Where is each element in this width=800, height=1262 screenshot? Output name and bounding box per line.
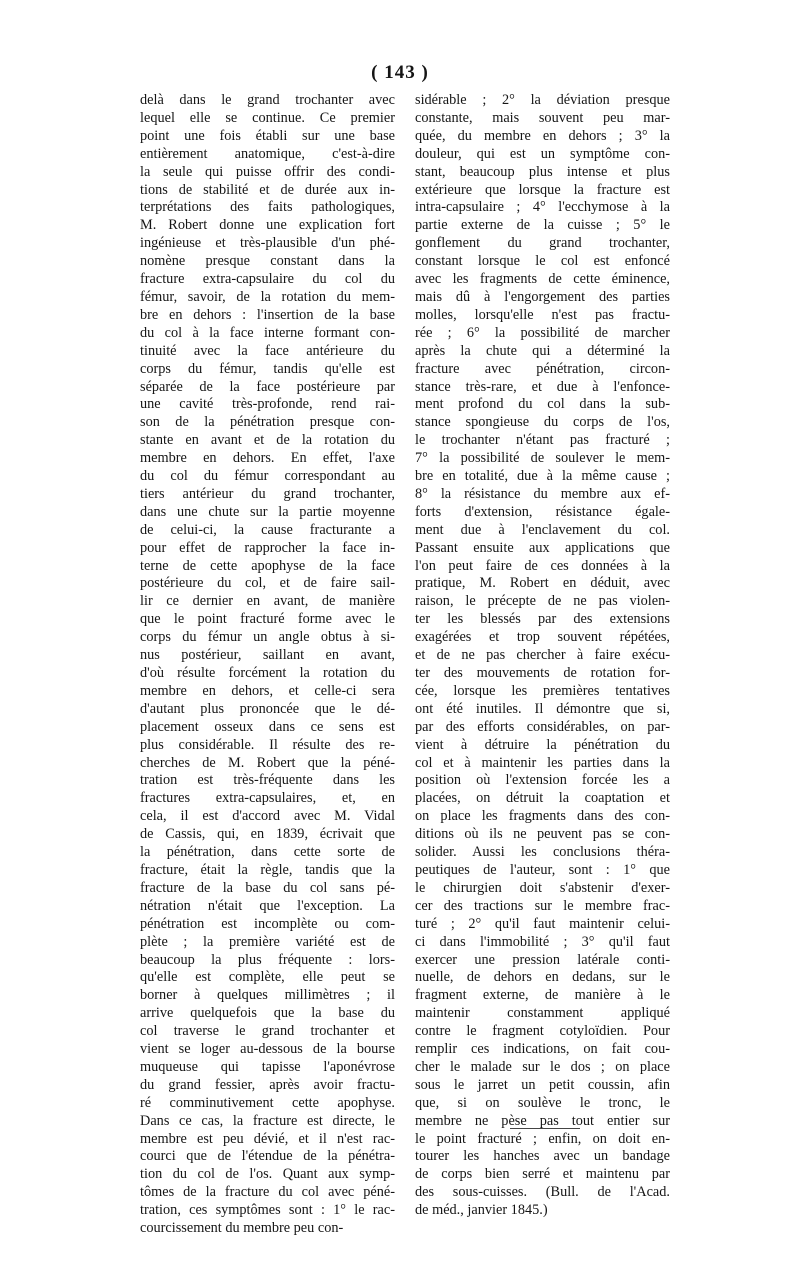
text-line: la seule qui puisse offrir des condi- [140, 163, 395, 180]
text-line: terprétations des faits pathologiques, [140, 199, 395, 216]
text-line: stance très-rare, et due à l'enfonce- [415, 378, 670, 395]
text-line: tiers antérieur du grand trochanter, [140, 485, 395, 502]
left-text-column [140, 92, 395, 1238]
text-line: constante, mais souvent peu mar- [415, 109, 670, 126]
text-line: ré comminutivement cette apophyse. [140, 1094, 395, 1111]
text-line: pratique, M. Robert en déduit, avec [415, 575, 670, 592]
text-line: fracture avec pénétration, circon- [415, 360, 670, 377]
text-line: tourer les hanches avec un bandage [415, 1148, 670, 1165]
text-line: nomène presque constant dans la [140, 253, 395, 270]
text-line: que le point fracturé forme avec le [140, 611, 395, 628]
text-line: maintenir constamment appliqué [415, 1005, 670, 1022]
text-line: douleur, qui est un symptôme con- [415, 145, 670, 162]
text-line: courcissement du membre peu con- [140, 1220, 344, 1237]
text-line: fragment externe, de manière à le [415, 987, 670, 1004]
text-line: postérieure du col, et de faire sail- [140, 575, 395, 592]
text-line: plus considérable. Il résulte des re- [140, 736, 395, 753]
text-line: bre en totalité, due à la même cause ; [415, 468, 670, 485]
text-line: fracture extra-capsulaire du col du [140, 271, 395, 288]
text-line: pénétration est incomplète ou com- [140, 915, 395, 932]
text-line: tinuité avec la face antérieure du [140, 342, 395, 359]
text-line: membre ne pèse pas tout entier sur [415, 1112, 670, 1129]
text-line: courci que de l'étendue de la pénétra- [140, 1148, 395, 1165]
text-line: des sous-cuisses. (Bull. de l'Acad. [415, 1184, 670, 1201]
text-line: exagérées et trop souvent répétées, [415, 629, 670, 646]
text-line: col traverse le grand trochanter et [140, 1023, 395, 1040]
text-line: vient se loger au-dessous de la bourse [140, 1041, 395, 1058]
text-line: vient à détruire la pénétration du [415, 736, 670, 753]
footer-rule [510, 1128, 580, 1129]
text-line: le chirurgien doit s'abstenir d'exer- [415, 879, 670, 896]
text-line: une cavité très-profonde, rend rai- [140, 396, 395, 413]
text-line: fracture de la base du col sans pé- [140, 879, 395, 896]
text-line: tômes de la fracture du col avec péné- [140, 1184, 395, 1201]
text-line: 8° la résistance du membre aux ef- [415, 485, 670, 502]
text-line: peutiques de l'auteur, sont : 1° que [415, 861, 670, 878]
text-line: col et à maintenir les parties dans la [415, 754, 670, 771]
text-line: ter les blessés par des extensions [415, 611, 670, 628]
text-line: gonflement du grand trochanter, [415, 235, 670, 252]
text-line: 7° la possibilité de soulever le mem- [415, 450, 670, 467]
page-number: ( 143 ) [371, 62, 429, 83]
text-line: extérieure que lorsque la fracture est [415, 181, 670, 198]
text-line: nuelle, de dehors en dedans, sur le [415, 969, 670, 986]
text-line: avec les fragments de cette éminence, [415, 271, 670, 288]
text-line: placées, on détruit la coaptation et [415, 790, 670, 807]
text-line: fracture, était la règle, tandis que la [140, 861, 395, 878]
text-line: ci dans l'immobilité ; 3° qu'il faut [415, 933, 670, 950]
text-line: muqueuse qui tapisse l'aponévrose [140, 1058, 395, 1075]
text-line: terne de cette apophyse de la face [140, 557, 395, 574]
text-line: membre en dehors. En effet, l'axe [140, 450, 395, 467]
text-line: lequel elle se continue. Ce premier [140, 109, 395, 126]
text-line: remplir ces indications, on fait cou- [415, 1041, 670, 1058]
text-line: exercer une pression latérale conti- [415, 951, 670, 968]
text-line: ment profond du col dans la sub- [415, 396, 670, 413]
text-line: que, si on soulève le tronc, le [415, 1094, 670, 1111]
text-line: contre le fragment cotyloïdien. Pour [415, 1023, 670, 1040]
text-line: du col du fémur correspondant au [140, 468, 395, 485]
text-line: solider. Aussi les conclusions théra- [415, 844, 670, 861]
text-line: après la chute qui a déterminé la [415, 342, 670, 359]
text-line: nétration n'était que l'exception. La [140, 897, 395, 914]
text-line: rée ; 6° la possibilité de marcher [415, 324, 670, 341]
text-line: pour effet de rapprocher la face in- [140, 539, 395, 556]
text-line: bre en dehors : l'insertion de la base [140, 306, 395, 323]
text-line: de celui-ci, la cause fracturante a [140, 521, 395, 538]
text-line: cer des tractions sur le membre frac- [415, 897, 670, 914]
text-line: beaucoup la plus fréquente : lors- [140, 951, 395, 968]
text-line: nus postérieur, saillant en avant, [140, 647, 395, 664]
text-line: le trochanter n'étant pas fracturé ; [415, 432, 670, 449]
text-line: séparée de la face postérieure par [140, 378, 395, 395]
text-line: stante en avant et de la rotation du [140, 432, 395, 449]
text-line: tions de stabilité et de durée aux in- [140, 181, 395, 198]
text-line: qu'elle est complète, elle peut se [140, 969, 395, 986]
text-line: corps du fémur un angle obtus à si- [140, 629, 395, 646]
text-line: fémur, savoir, de la rotation du mem- [140, 288, 395, 305]
text-line: tration, ces symptômes sont : 1° le rac- [140, 1202, 395, 1219]
text-line: ment due à l'enclavement du col. [415, 521, 670, 538]
text-line: placement osseux dans ce sens est [140, 718, 395, 735]
text-line: sidérable ; 2° la déviation presque [415, 92, 670, 108]
text-line: partie externe de la cuisse ; 5° le [415, 217, 670, 234]
text-line: de Cassis, qui, en 1839, écrivait que [140, 826, 395, 843]
text-line: plète ; la première variété est de [140, 933, 395, 950]
text-line: turé ; 2° qu'il faut maintenir celui- [415, 915, 670, 932]
text-line: corps du fémur, tandis qu'elle est [140, 360, 395, 377]
text-line: du grand fessier, après avoir fractu- [140, 1076, 395, 1093]
text-line: du col à la face interne formant con- [140, 324, 395, 341]
text-line: sous le jarret un petit coussin, afin [415, 1076, 670, 1093]
right-text-column [415, 92, 670, 1220]
text-line: par des efforts considérables, on par- [415, 718, 670, 735]
text-line: tration est très-fréquente dans les [140, 772, 395, 789]
text-line: de corps bien serré et maintenu par [415, 1166, 670, 1183]
text-line: raison, le précepte de ne pas violen- [415, 593, 670, 610]
text-line: Passant ensuite aux applications que [415, 539, 670, 556]
text-line: on place les fragments dans des con- [415, 808, 670, 825]
text-line: ter des mouvements de rotation for- [415, 665, 670, 681]
text-line: d'autant plus prononcée que le dé- [140, 700, 395, 717]
text-line: point une fois établi sur une base [140, 127, 395, 144]
text-line: le point fracturé ; enfin, on doit en- [415, 1130, 670, 1147]
text-line: Dans ce cas, la fracture est directe, le [140, 1112, 395, 1129]
text-line: arrive quelquefois que la base du [140, 1005, 395, 1022]
text-line: membre est peu dévié, et il n'est rac- [140, 1130, 395, 1147]
text-line: lir ce dernier en avant, de manière [140, 593, 395, 610]
text-line: d'où résulte forcément la rotation du [140, 665, 395, 681]
text-line: position où l'extension forcée les a [415, 772, 670, 789]
text-line: cher le malade sur le dos ; on place [415, 1058, 670, 1075]
text-line: l'on peut faire de ces données à la [415, 557, 670, 574]
text-line: borner à quelques millimètres ; il [140, 987, 395, 1004]
text-line: et de ne pas chercher à faire exécu- [415, 647, 670, 664]
text-line: ingénieuse et très-plausible d'un phé- [140, 235, 395, 252]
text-line: quée, du membre en dehors ; 3° la [415, 127, 670, 144]
text-line: membre en dehors, et celle-ci sera [140, 682, 395, 699]
text-line: intra-capsulaire ; 4° l'ecchymose à la [415, 199, 670, 216]
text-line: tion du col de l'os. Quant aux symp- [140, 1166, 395, 1183]
text-line: mais dû à l'engorgement des parties [415, 288, 670, 305]
text-line: stance spongieuse du corps de l'os, [415, 414, 670, 431]
text-line: ditions où ils ne peuvent pas se con- [415, 826, 670, 843]
text-line: cée, lorsque les premières tentatives [415, 682, 670, 699]
text-line: delà dans le grand trochanter avec [140, 92, 395, 108]
text-line: constant lorsque le col est enfoncé [415, 253, 670, 270]
text-line: la pénétration, dans cette sorte de [140, 844, 395, 861]
text-line: ont été inutiles. Il démontre que si, [415, 700, 670, 717]
text-line: entièrement anatomique, c'est-à-dire [140, 145, 395, 162]
text-line: forts d'extension, résistance égale- [415, 503, 670, 520]
text-line: son de la pénétration presque con- [140, 414, 395, 431]
text-line: cela, il est d'accord avec M. Vidal [140, 808, 395, 825]
text-line: M. Robert donne une explication fort [140, 217, 395, 234]
text-line: de méd., janvier 1845.) [415, 1202, 548, 1219]
text-line: cherches de M. Robert que la péné- [140, 754, 395, 771]
text-line: molles, lorsqu'elle n'est pas fractu- [415, 306, 670, 323]
text-line: stant, beaucoup plus intense et plus [415, 163, 670, 180]
text-line: fractures extra-capsulaires, et, en [140, 790, 395, 807]
text-line: dans une chute sur la partie moyenne [140, 503, 395, 520]
